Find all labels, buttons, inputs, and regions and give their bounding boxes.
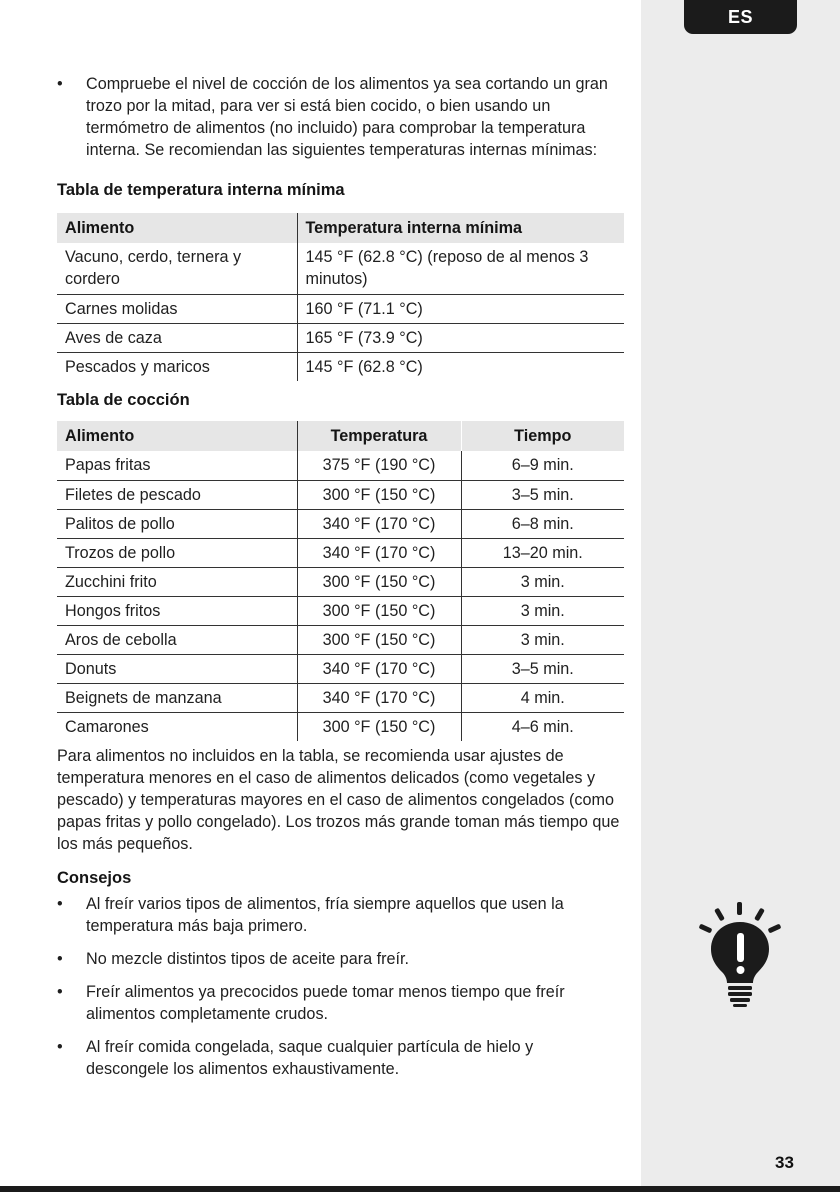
list-item: • Al freír comida congelada, saque cualquier partícula de hielo y descongele los alimentos exhaustivamente. [57, 1036, 602, 1080]
table-cell: 160 °F (71.1 °C) [297, 294, 624, 323]
table-row [57, 451, 624, 480]
table-cell: Papas fritas [57, 451, 297, 480]
list-item: • Al freír varios tipos de alimentos, fría siempre aquellos que usen la temperatura más baja primero. [57, 893, 602, 937]
column-header: Temperatura [297, 421, 461, 451]
table-cell: Vacuno, cerdo, ternera y cordero [57, 243, 297, 294]
cooking-table [57, 421, 624, 741]
table-cell: 3 min. [461, 567, 624, 596]
table-row [57, 625, 624, 654]
table-cell: 375 °F (190 °C) [297, 451, 461, 480]
table-cell: 300 °F (150 °C) [297, 625, 461, 654]
table-cell: Filetes de pescado [57, 480, 297, 509]
table-cell: 165 °F (73.9 °C) [297, 323, 624, 352]
table-cell: 145 °F (62.8 °C) (reposo de al menos 3 minutos) [297, 243, 624, 294]
table-cell: Camarones [57, 712, 297, 741]
table-cell: Carnes molidas [57, 294, 297, 323]
table-cell: 300 °F (150 °C) [297, 712, 461, 741]
column-header: Alimento [57, 213, 297, 243]
tips-title: Consejos [57, 869, 132, 887]
table-cell: Beignets de manzana [57, 683, 297, 712]
table-row [57, 538, 624, 567]
table-cell: 300 °F (150 °C) [297, 596, 461, 625]
min-temp-table [57, 213, 624, 381]
table-cell: Aros de cebolla [57, 625, 297, 654]
table-cell: 13–20 min. [461, 538, 624, 567]
intro-bullet: • Compruebe el nivel de cocción de los alimentos ya sea cortando un gran trozo por la mitad, para ver si está bien cocido, o bien usando un termómetro de alimentos (no incluido) para comprobar la temperatura interna. Se recomiendan las siguientes temperaturas internas mínimas: [57, 73, 617, 161]
table-row [57, 480, 624, 509]
table-cell: 3 min. [461, 596, 624, 625]
table-cell: Pescados y maricos [57, 352, 297, 381]
table-cell: 145 °F (62.8 °C) [305, 357, 423, 376]
page-content [57, 73, 625, 1091]
table-row [57, 509, 624, 538]
table-cell: 340 °F (170 °C) [297, 654, 461, 683]
table-row [57, 323, 624, 352]
table-cell: Donuts [57, 654, 297, 683]
table-row [57, 352, 624, 381]
table-cell: 4–6 min. [511, 717, 574, 736]
column-header: Alimento [57, 421, 297, 451]
table-cell: Palitos de pollo [57, 509, 297, 538]
table-cell: 3 min. [461, 625, 624, 654]
table-cell: 4 min. [461, 683, 624, 712]
note-paragraph: Para alimentos no incluidos en la tabla, se recomienda usar ajustes de temperatura menores en el caso de alimentos delicados (como vegetales y pescado) y temperaturas mayores en el caso de alimentos congelados (como papas fritas y pollo congelado). Los trozos más grande toman más tiempo que los más pequeños. [57, 747, 620, 853]
table-row [57, 683, 624, 712]
table-cell: 300 °F (150 °C) [297, 480, 461, 509]
language-tab: ES [684, 0, 797, 34]
page-number: 33 [775, 1153, 794, 1172]
table-cell: Trozos de pollo [57, 538, 297, 567]
list-item: • No mezcle distintos tipos de aceite para freír. [57, 948, 602, 970]
table-row [57, 567, 624, 596]
column-header: Temperatura interna mínima [297, 213, 624, 243]
table-cell: 340 °F (170 °C) [297, 509, 461, 538]
table-cell: Hongos fritos [57, 596, 297, 625]
table-cell: 3–5 min. [461, 480, 624, 509]
min-temp-table-title: Tabla de temperatura interna mínima [57, 181, 345, 199]
lightbulb-exclamation-icon [697, 900, 783, 1010]
table-cell: Aves de caza [57, 323, 297, 352]
cooking-table-body [57, 451, 624, 741]
table-row [57, 243, 624, 294]
cooking-table-title: Tabla de cocción [57, 391, 190, 409]
table-cell: 340 °F (170 °C) [297, 683, 461, 712]
table-cell: 3–5 min. [461, 654, 624, 683]
table-row [57, 654, 624, 683]
table-header-row [57, 213, 624, 243]
table-cell: 340 °F (170 °C) [297, 538, 461, 567]
table-cell: Zucchini frito [57, 567, 297, 596]
table-cell: 6–9 min. [461, 451, 624, 480]
table-cell: 300 °F (150 °C) [297, 567, 461, 596]
table-row [57, 596, 624, 625]
tips-list [57, 893, 625, 1080]
table-header-row [57, 421, 624, 451]
bottom-rule [0, 1186, 840, 1192]
column-header: Tiempo [461, 421, 624, 451]
list-item: • Freír alimentos ya precocidos puede tomar menos tiempo que freír alimentos completamente crudos. [57, 981, 602, 1025]
table-row [57, 294, 624, 323]
table-row [57, 712, 624, 741]
table-cell: 6–8 min. [461, 509, 624, 538]
